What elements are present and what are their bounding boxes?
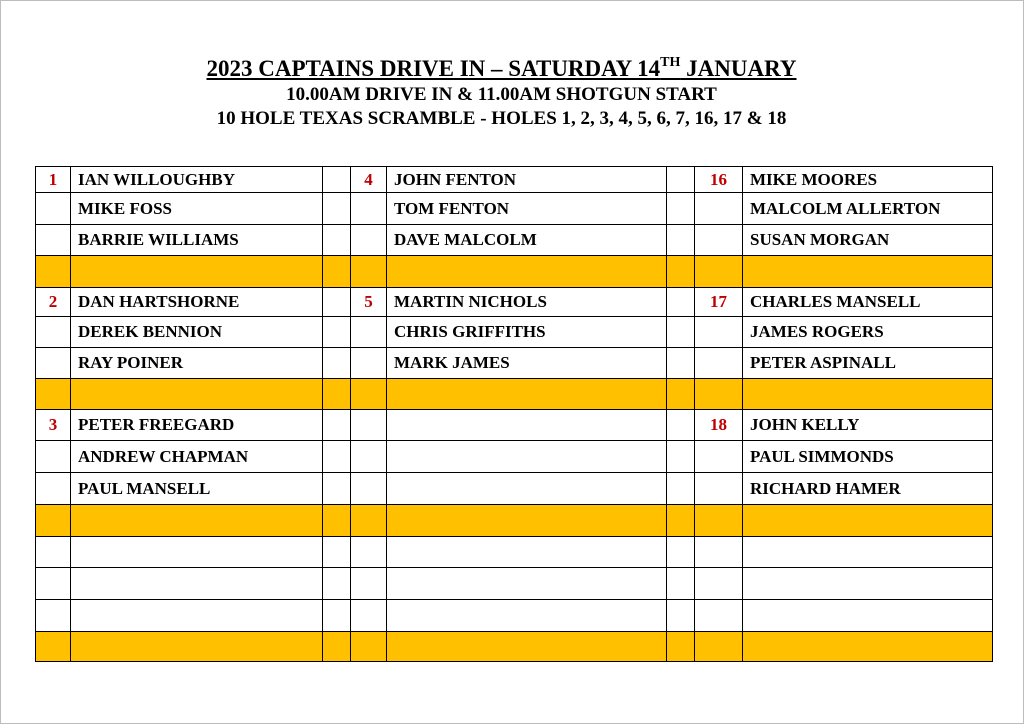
player-name: RICHARD HAMER bbox=[743, 473, 993, 505]
gap-cell bbox=[323, 600, 351, 632]
hole-cell bbox=[351, 537, 387, 568]
hole-cell bbox=[36, 348, 71, 379]
hole-number: 1 bbox=[36, 167, 71, 193]
gap-cell bbox=[667, 317, 695, 348]
hole-cell bbox=[351, 410, 387, 441]
player-name: IAN WILLOUGHBY bbox=[71, 167, 323, 193]
gap-cell bbox=[667, 568, 695, 600]
name-cell bbox=[743, 256, 993, 288]
gap-cell bbox=[323, 568, 351, 600]
player-name: DAVE MALCOLM bbox=[387, 225, 667, 256]
hole-cell bbox=[36, 256, 71, 288]
hole-cell bbox=[695, 225, 743, 256]
hole-number: 17 bbox=[695, 288, 743, 317]
gap-cell bbox=[323, 473, 351, 505]
player-row bbox=[36, 288, 993, 317]
hole-cell bbox=[695, 193, 743, 225]
hole-cell bbox=[36, 600, 71, 632]
name-cell bbox=[387, 537, 667, 568]
gap-cell bbox=[667, 379, 695, 410]
hole-cell bbox=[36, 505, 71, 537]
separator-row bbox=[36, 632, 993, 662]
title-main: 2023 CAPTAINS DRIVE IN – SATURDAY 14 bbox=[206, 56, 661, 81]
player-name: MARTIN NICHOLS bbox=[387, 288, 667, 317]
gap-cell bbox=[667, 600, 695, 632]
name-cell bbox=[387, 505, 667, 537]
name-cell bbox=[71, 379, 323, 410]
player-name: TOM FENTON bbox=[387, 193, 667, 225]
gap-cell bbox=[667, 167, 695, 193]
hole-number: 5 bbox=[351, 288, 387, 317]
player-name: JOHN FENTON bbox=[387, 167, 667, 193]
name-cell bbox=[387, 379, 667, 410]
hole-cell bbox=[695, 568, 743, 600]
hole-cell bbox=[351, 256, 387, 288]
name-cell bbox=[743, 537, 993, 568]
hole-cell bbox=[351, 441, 387, 473]
hole-cell bbox=[36, 632, 71, 662]
name-cell bbox=[743, 568, 993, 600]
player-name: JAMES ROGERS bbox=[743, 317, 993, 348]
player-name: CHRIS GRIFFITHS bbox=[387, 317, 667, 348]
hole-number: 16 bbox=[695, 167, 743, 193]
name-cell bbox=[71, 505, 323, 537]
gap-cell bbox=[667, 193, 695, 225]
player-row bbox=[36, 410, 993, 441]
gap-cell bbox=[323, 537, 351, 568]
gap-cell bbox=[667, 505, 695, 537]
start-times: 10.00AM DRIVE IN & 11.00AM SHOTGUN START bbox=[286, 84, 717, 105]
player-row bbox=[36, 193, 993, 225]
gap-cell bbox=[667, 410, 695, 441]
player-name: DEREK BENNION bbox=[71, 317, 323, 348]
player-name: MALCOLM ALLERTON bbox=[743, 193, 993, 225]
hole-cell bbox=[351, 600, 387, 632]
gap-cell bbox=[323, 317, 351, 348]
gap-cell bbox=[323, 441, 351, 473]
header bbox=[0, 56, 1003, 130]
hole-cell bbox=[351, 473, 387, 505]
hole-cell bbox=[36, 473, 71, 505]
name-cell bbox=[71, 568, 323, 600]
hole-cell bbox=[695, 256, 743, 288]
hole-cell bbox=[695, 379, 743, 410]
draw-table bbox=[35, 166, 993, 662]
gap-cell bbox=[323, 193, 351, 225]
hole-cell bbox=[695, 441, 743, 473]
name-cell bbox=[387, 256, 667, 288]
hole-cell bbox=[36, 568, 71, 600]
format-and-holes: 10 HOLE TEXAS SCRAMBLE - HOLES 1, 2, 3, 4, 5, 6, 7, 16, 17 & 18 bbox=[216, 108, 787, 129]
page-title bbox=[0, 56, 1003, 82]
name-cell bbox=[387, 600, 667, 632]
gap-cell bbox=[667, 256, 695, 288]
player-name: DAN HARTSHORNE bbox=[71, 288, 323, 317]
hole-cell bbox=[695, 600, 743, 632]
name-cell bbox=[387, 473, 667, 505]
hole-cell bbox=[695, 348, 743, 379]
player-row bbox=[36, 600, 993, 632]
name-cell bbox=[387, 632, 667, 662]
gap-cell bbox=[667, 473, 695, 505]
name-cell bbox=[743, 600, 993, 632]
player-name: BARRIE WILLIAMS bbox=[71, 225, 323, 256]
hole-cell bbox=[351, 348, 387, 379]
player-row bbox=[36, 167, 993, 193]
gap-cell bbox=[323, 256, 351, 288]
player-name: ANDREW CHAPMAN bbox=[71, 441, 323, 473]
player-row bbox=[36, 225, 993, 256]
hole-cell bbox=[695, 473, 743, 505]
gap-cell bbox=[323, 348, 351, 379]
gap-cell bbox=[323, 505, 351, 537]
player-name: MIKE MOORES bbox=[743, 167, 993, 193]
name-cell bbox=[387, 441, 667, 473]
name-cell bbox=[387, 568, 667, 600]
gap-cell bbox=[323, 410, 351, 441]
hole-cell bbox=[36, 379, 71, 410]
name-cell bbox=[743, 632, 993, 662]
gap-cell bbox=[323, 379, 351, 410]
player-row bbox=[36, 473, 993, 505]
title-superscript: TH bbox=[660, 55, 681, 70]
gap-cell bbox=[323, 288, 351, 317]
hole-cell bbox=[351, 632, 387, 662]
hole-number: 3 bbox=[36, 410, 71, 441]
hole-number: 2 bbox=[36, 288, 71, 317]
hole-cell bbox=[351, 225, 387, 256]
hole-cell bbox=[351, 379, 387, 410]
hole-cell bbox=[351, 317, 387, 348]
hole-cell bbox=[351, 505, 387, 537]
player-row bbox=[36, 568, 993, 600]
player-row bbox=[36, 537, 993, 568]
player-name: PETER ASPINALL bbox=[743, 348, 993, 379]
player-name: SUSAN MORGAN bbox=[743, 225, 993, 256]
hole-cell bbox=[695, 505, 743, 537]
name-cell bbox=[387, 410, 667, 441]
gap-cell bbox=[667, 225, 695, 256]
player-name: RAY POINER bbox=[71, 348, 323, 379]
gap-cell bbox=[323, 225, 351, 256]
separator-row bbox=[36, 256, 993, 288]
name-cell bbox=[71, 632, 323, 662]
player-name: PETER FREEGARD bbox=[71, 410, 323, 441]
player-name: MARK JAMES bbox=[387, 348, 667, 379]
gap-cell bbox=[323, 167, 351, 193]
hole-cell bbox=[351, 568, 387, 600]
player-row bbox=[36, 441, 993, 473]
gap-cell bbox=[667, 348, 695, 379]
player-name: PAUL SIMMONDS bbox=[743, 441, 993, 473]
player-name: PAUL MANSELL bbox=[71, 473, 323, 505]
gap-cell bbox=[667, 441, 695, 473]
name-cell bbox=[71, 537, 323, 568]
player-name: JOHN KELLY bbox=[743, 410, 993, 441]
hole-cell bbox=[351, 193, 387, 225]
title-end: JANUARY bbox=[680, 56, 797, 81]
gap-cell bbox=[667, 537, 695, 568]
hole-cell bbox=[695, 317, 743, 348]
name-cell bbox=[71, 600, 323, 632]
hole-number: 18 bbox=[695, 410, 743, 441]
gap-cell bbox=[323, 632, 351, 662]
player-name: MIKE FOSS bbox=[71, 193, 323, 225]
name-cell bbox=[743, 379, 993, 410]
separator-row bbox=[36, 379, 993, 410]
hole-cell bbox=[36, 537, 71, 568]
hole-cell bbox=[36, 193, 71, 225]
name-cell bbox=[71, 256, 323, 288]
player-row bbox=[36, 317, 993, 348]
hole-cell bbox=[36, 441, 71, 473]
hole-cell bbox=[36, 225, 71, 256]
name-cell bbox=[743, 505, 993, 537]
gap-cell bbox=[667, 632, 695, 662]
hole-cell bbox=[695, 537, 743, 568]
player-name: CHARLES MANSELL bbox=[743, 288, 993, 317]
hole-number: 4 bbox=[351, 167, 387, 193]
separator-row bbox=[36, 505, 993, 537]
hole-cell bbox=[36, 317, 71, 348]
gap-cell bbox=[667, 288, 695, 317]
player-row bbox=[36, 348, 993, 379]
hole-cell bbox=[695, 632, 743, 662]
